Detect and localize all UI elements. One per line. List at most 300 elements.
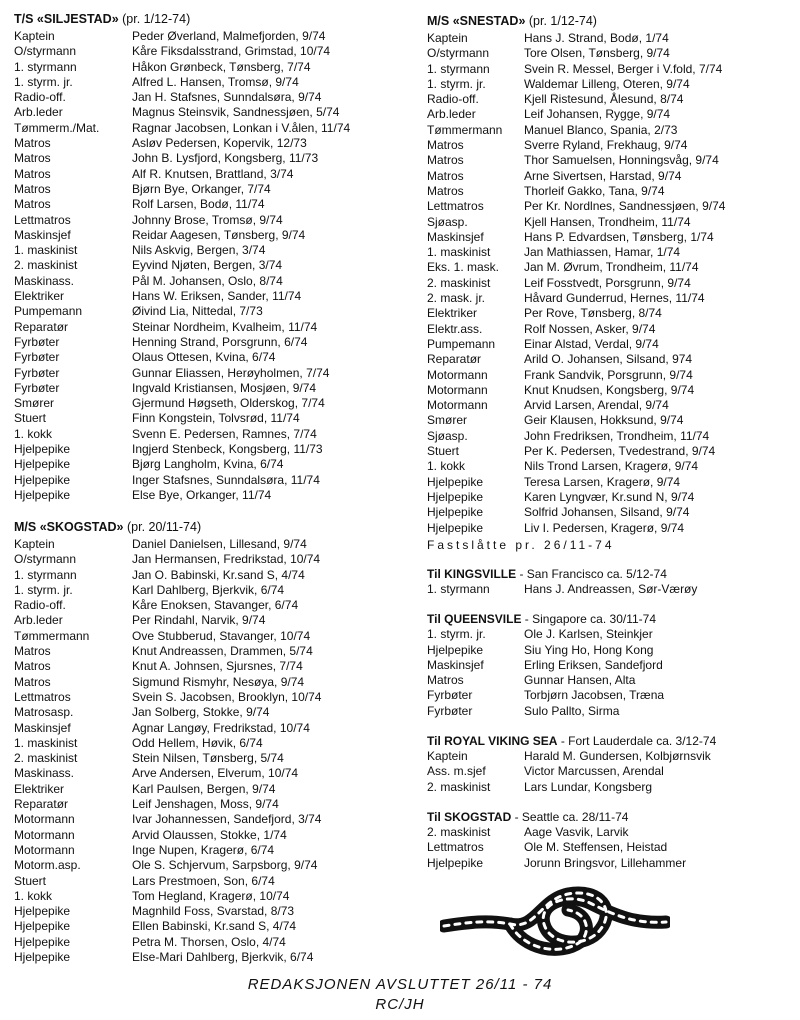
crew-role: Reparatør [14,319,69,334]
ship-title [427,14,793,29]
crew-row [14,427,404,442]
crew-row [14,613,404,628]
crew-name: Jan Hermansen, Fredrikstad, 10/74 [132,552,321,567]
crew-name: Ragnar Jacobsen, Lonkan i V.ålen, 11/74 [132,120,351,135]
crew-role: Maskinsjef [14,720,71,735]
crew-name: Jan H. Stafsnes, Sunndalsøra, 9/74 [132,90,322,105]
crew-name: Solfrid Johansen, Silsand, 9/74 [524,505,690,520]
crew-role: Tømmermann [427,122,503,137]
crew-name: Stein Nilsen, Tønsberg, 5/74 [132,751,284,766]
crew-role: Hjelpepike [427,489,484,504]
crew-name: Eyvind Njøten, Bergen, 3/74 [132,258,283,273]
crew-name: Knut Knudsen, Kongsberg, 9/74 [524,382,695,397]
crew-role: Arb.leder [427,107,476,122]
crew-role: 1. kokk [14,888,53,903]
crew-role: Hjelpepike [14,950,71,965]
crew-role: 2. maskinist [427,275,491,290]
crew-role: Motormann [427,398,488,413]
crew-role: Matros [14,197,51,212]
crew-row [427,291,793,306]
crew-role: Elektriker [14,781,65,796]
crew-role: 1. styrm. jr. [427,627,486,642]
crew-role: Fyrbøter [14,334,60,349]
crew-row [427,107,793,122]
crew-row [14,29,404,44]
crew-role: Elektr.ass. [427,321,483,336]
crew-name: Svein R. Messel, Berger i V.fold, 7/74 [524,61,723,76]
crew-row [14,919,404,934]
crew-row [427,352,793,367]
crew-name: Hans J. Andreassen, Sør-Værøy [524,582,698,596]
crew-list [14,537,404,965]
crew-role: Lettmatros [14,212,71,227]
crew-name: Inge Nupen, Kragerø, 6/74 [132,842,275,857]
crew-name: Pål M. Johansen, Oslo, 8/74 [132,273,283,288]
crew-row [427,856,793,871]
crew-row [14,411,404,426]
crew-row [14,828,404,843]
crew-role: 1. styrmann [427,582,490,596]
crew-role: 1. kokk [427,459,466,474]
crew-name: Else Bye, Orkanger, 11/74 [132,487,272,502]
crew-name: Per K. Pedersen, Tvedestrand, 9/74 [524,444,716,459]
crew-row [427,138,793,153]
destination-ship: Til ROYAL VIKING SEA [427,734,558,749]
crew-name: Ole J. Karlsen, Steinkjer [524,627,653,642]
crew-name: Waldemar Lilleng, Oteren, 9/74 [524,76,690,91]
crew-row [427,840,793,855]
crew-row [427,780,793,795]
crew-name: Ellen Babinski, Kr.sand S, 4/74 [132,919,297,934]
crew-row [427,764,793,779]
crew-row [14,228,404,243]
crew-row [427,505,793,520]
crew-row [427,413,793,428]
crew-name: Tore Olsen, Tønsberg, 9/74 [524,46,670,61]
crew-role: 1. styrmann [427,61,490,76]
crew-name: Alf R. Knutsen, Brattland, 3/74 [132,166,294,181]
crew-row [427,521,793,536]
crew-row [14,690,404,705]
crew-role: Pumpemann [427,336,496,351]
destination-info: - San Francisco ca. 5/12-74 [516,567,667,581]
crew-row [14,304,404,319]
crew-row [427,276,793,291]
crew-row [427,825,793,840]
crew-row [427,169,793,184]
crew-role: Matros [14,136,51,151]
crew-name: Jan Solberg, Stokke, 9/74 [132,705,270,720]
crew-role: 1. maskinist [427,245,491,260]
crew-role: O/styrmann [14,552,77,567]
crew-role: Smører [14,396,54,411]
crew-role: Fyrbøter [14,380,60,395]
crew-row [427,368,793,383]
crew-row [427,260,793,275]
ship-name: M/S «SNESTAD» [427,14,526,28]
crew-row [14,381,404,396]
crew-row [14,797,404,812]
crew-row [14,568,404,583]
crew-row [14,583,404,598]
crew-role: Hjelpepike [427,855,484,870]
crew-name: Magnus Steinsvik, Sandnessjøen, 5/74 [132,105,340,120]
crew-role: Radio-off. [427,92,479,107]
crew-row [14,659,404,674]
crew-name: Teresa Larsen, Kragerø, 9/74 [524,474,681,489]
crew-name: Arne Sivertsen, Harstad, 9/74 [524,168,682,183]
crew-role: Kaptein [427,31,468,45]
crew-role: Reparatør [427,352,482,367]
crew-name: Rolf Larsen, Bodø, 11/74 [132,197,265,212]
ship-date-note: (pr. 1/12-74) [118,12,191,26]
crew-role: Motormann [14,827,75,842]
crew-name: Henning Strand, Porsgrunn, 6/74 [132,334,308,349]
crew-role: O/styrmann [14,44,77,59]
crew-row [427,306,793,321]
crew-name: Leif Jenshagen, Moss, 9/74 [132,797,279,812]
crew-row [427,199,793,214]
crew-row [14,457,404,472]
crew-role: Maskinass. [14,766,75,781]
crew-row [427,429,793,444]
crew-role: Hjelpepike [427,474,484,489]
crew-name: Bjørg Langholm, Kvina, 6/74 [132,457,284,472]
destination-title [427,809,793,825]
crew-row [427,77,793,92]
ship-name: M/S «SKOGSTAD» [14,520,124,534]
crew-row [14,182,404,197]
crew-role: Tømmerm./Mat. [14,120,100,135]
crew-row [14,121,404,136]
crew-row [14,782,404,797]
crew-name: John Fredriksen, Trondheim, 11/74 [524,428,710,443]
crew-name: Ivar Johannessen, Sandefjord, 3/74 [132,812,322,827]
destination-info: - Singapore ca. 30/11-74 [521,612,656,627]
crew-role: Lettmatros [14,689,71,704]
crew-role: Hjelpepike [14,919,71,934]
crew-row [14,629,404,644]
crew-role: Radio-off. [14,598,66,613]
crew-row [14,320,404,335]
crew-role: Fyrbøter [14,350,60,365]
crew-name: Per Rindahl, Narvik, 9/74 [132,613,266,628]
crew-role: Kaptein [14,29,55,43]
crew-row [14,889,404,904]
destination-title [427,611,793,627]
crew-name: Karen Lyngvær, Kr.sund N, 9/74 [524,489,695,504]
crew-role: Matros [14,151,51,166]
crew-name: Steinar Nordheim, Kvalheim, 11/74 [132,319,318,334]
destination-title [427,733,793,749]
crew-name: Ingjerd Stenbeck, Kongsberg, 11/73 [132,442,323,457]
crew-name: Rolf Nossen, Asker, 9/74 [524,321,656,336]
crew-name: Johnny Brose, Tromsø, 9/74 [132,212,283,227]
crew-row [14,473,404,488]
crew-row [14,935,404,950]
crew-name: Frank Sandvik, Porsgrunn, 9/74 [524,367,693,382]
crew-row [427,704,793,719]
crew-row [427,322,793,337]
crew-row [14,366,404,381]
crew-role: Hjelpepike [14,457,71,472]
destination-ship: Til SKOGSTAD [427,809,512,824]
ship-section-skogstad [14,520,404,965]
crew-role: 2. maskinist [14,751,78,766]
crew-role: Hjelpepike [14,472,71,487]
crew-name: Leif Johansen, Rygge, 9/74 [524,107,671,122]
crew-row [14,858,404,873]
crew-role: Matros [14,659,51,674]
crew-role: Arb.leder [14,105,63,120]
crew-row [427,688,793,703]
crew-name: Øivind Lia, Nittedal, 7/73 [132,304,263,319]
crew-name: John B. Lysfjord, Kongsberg, 11/73 [132,151,319,166]
crew-name: Per Rove, Tønsberg, 8/74 [524,306,662,321]
crew-name: Odd Hellem, Høvik, 6/74 [132,735,263,750]
crew-name: Jorunn Bringsvor, Lillehammer [524,855,687,870]
crew-row [14,396,404,411]
crew-name: Nils Askvig, Bergen, 3/74 [132,243,266,258]
crew-row [427,475,793,490]
crew-row [427,658,793,673]
crew-role: Matros [14,166,51,181]
crew-row [427,383,793,398]
crew-role: Matros [14,674,51,689]
destination-info: - Fort Lauderdale ca. 3/12-74 [557,734,717,749]
crew-name: Tom Hegland, Kragerø, 10/74 [132,888,290,903]
crew-role: Arb.leder [14,613,63,628]
destination-block [427,566,793,597]
crew-role: Kaptein [427,749,468,764]
crew-name: Lars Lundar, Kongsberg [524,779,653,794]
crew-list [427,31,793,536]
crew-role: 1. styrm. jr. [14,74,73,89]
crew-row [14,105,404,120]
crew-role: Maskinass. [14,273,75,288]
crew-name: Karl Paulsen, Bergen, 9/74 [132,781,276,796]
crew-name: Hans P. Edvardsen, Tønsberg, 1/74 [524,229,714,244]
crew-row [14,904,404,919]
crew-role: 1. styrm. jr. [14,582,73,597]
crew-name: Aage Vasvik, Larvik [524,824,629,839]
crew-role: Hjelpepike [14,934,71,949]
crew-row [14,874,404,889]
crew-name: Sverre Ryland, Frekhaug, 9/74 [524,138,688,153]
crew-role: Motorm.asp. [14,858,81,873]
ship-section-siljestad [14,12,404,503]
fastslatte-section [427,538,793,871]
crew-name: Ingvald Kristiansen, Mosjøen, 9/74 [132,380,317,395]
crew-name: Per Kr. Nordlnes, Sandnessjøen, 9/74 [524,199,726,214]
crew-role: Stuert [14,873,47,888]
reef-knot-icon [440,880,670,960]
crew-name: Gunnar Hansen, Alta [524,673,636,688]
crew-row [14,289,404,304]
destination-list [427,566,793,871]
crew-row [427,245,793,260]
crew-row [14,274,404,289]
crew-name: Leif Fosstvedt, Porsgrunn, 9/74 [524,275,691,290]
crew-row [14,213,404,228]
crew-role: Maskinsjef [427,229,484,244]
crew-name: Kåre Enoksen, Stavanger, 6/74 [132,598,299,613]
crew-role: Matros [14,181,51,196]
crew-name: Asløv Pedersen, Kopervik, 12/73 [132,136,307,151]
crew-name: Kjell Hansen, Trondheim, 11/74 [524,214,691,229]
crew-role: 1. styrmann [14,59,77,74]
crew-name: Daniel Danielsen, Lillesand, 9/74 [132,537,307,551]
destination-title [427,566,793,582]
crew-name: Inger Stafsnes, Sunndalsøra, 11/74 [132,472,320,487]
crew-row [14,75,404,90]
crew-row [427,582,793,597]
crew-role: Hjelpepike [427,520,484,535]
crew-role: Stuert [14,411,47,426]
crew-row [427,627,793,642]
crew-row [14,258,404,273]
crew-role: 2. maskinist [427,824,491,839]
crew-role: Hjelpepike [427,642,484,657]
crew-role: Hjelpepike [14,487,71,502]
crew-name: Jan O. Babinski, Kr.sand S, 4/74 [132,567,305,582]
crew-name: Manuel Blanco, Spania, 2/73 [524,122,678,137]
crew-name: Sigmund Rismyhr, Nesøya, 9/74 [132,674,305,689]
crew-role: 1. maskinist [14,243,78,258]
crew-name: Ole M. Steffensen, Heistad [524,840,668,855]
crew-name: Agnar Langøy, Fredrikstad, 10/74 [132,720,310,735]
crew-row [14,243,404,258]
crew-role: Hjelpepike [427,505,484,520]
crew-name: Svenn E. Pedersen, Ramnes, 7/74 [132,426,317,441]
crew-name: Jan M. Øvrum, Trondheim, 11/74 [524,260,699,275]
crew-role: Motormann [14,842,75,857]
crew-name: Victor Marcussen, Arendal [524,764,664,779]
crew-row [14,442,404,457]
crew-name: Petra M. Thorsen, Oslo, 4/74 [132,934,286,949]
crew-role: Motormann [427,382,488,397]
crew-name: Sulo Pallto, Sirma [524,703,620,718]
crew-role: 1. styrmann [14,567,77,582]
crew-row [14,751,404,766]
crew-row [14,721,404,736]
crew-role: 1. maskinist [14,735,78,750]
crew-row [427,153,793,168]
crew-name: Karl Dahlberg, Bjerkvik, 6/74 [132,582,285,597]
crew-role: 2. mask. jr. [427,291,486,306]
crew-row [427,398,793,413]
crew-name: Arve Andersen, Elverum, 10/74 [132,766,299,781]
crew-row [14,151,404,166]
crew-row [427,643,793,658]
crew-role: Sjøasp. [427,214,468,229]
crew-role: Maskinsjef [427,657,484,672]
crew-role: Sjøasp. [427,428,468,443]
crew-role: Matros [14,644,51,659]
crew-list [14,29,404,503]
crew-name: Håkon Grønbeck, Tønsberg, 7/74 [132,59,311,74]
crew-role: Hjelpepike [14,904,71,919]
crew-role: Lettmatros [427,199,484,214]
crew-role: Motormann [14,812,75,827]
crew-name: Gjermund Høgseth, Olderskog, 7/74 [132,396,325,411]
crew-row [427,673,793,688]
crew-row [14,90,404,105]
crew-row [14,843,404,858]
crew-row [427,749,793,764]
crew-role: Fyrbøter [14,365,60,380]
crew-row [14,167,404,182]
crew-role: 2. maskinist [427,779,491,794]
crew-name: Hans J. Strand, Bodø, 1/74 [524,31,669,45]
crew-name: Arvid Olaussen, Stokke, 1/74 [132,827,287,842]
crew-row [427,184,793,199]
crew-name: Arild O. Johansen, Silsand, 974 [524,352,693,367]
crew-name: Liv I. Pedersen, Kragerø, 9/74 [524,520,685,535]
crew-name: Kåre Fiksdalsstrand, Grimstad, 10/74 [132,44,331,59]
crew-role: 2. maskinist [14,258,78,273]
crew-name: Knut A. Johnsen, Sjursnes, 7/74 [132,659,303,674]
crew-role: Maskinsjef [14,227,71,242]
ship-title [14,12,404,27]
crew-row [427,123,793,138]
ship-date-note: (pr. 1/12-74) [525,14,597,28]
crew-name: Gunnar Eliassen, Herøyholmen, 7/74 [132,365,330,380]
crew-name: Siu Ying Ho, Hong Kong [524,642,654,657]
crew-row [427,62,793,77]
crew-role: O/styrmann [427,46,490,61]
crew-row [14,197,404,212]
crew-role: Pumpemann [14,304,83,319]
destination-ship: Til QUEENSVILE [427,612,522,627]
crew-role: Ass. m.sjef [427,764,486,779]
footer-closing-line: REDAKSJONEN AVSLUTTET 26/11 - 74 [247,976,553,993]
destination-block [427,809,793,871]
ship-name: T/S «SILJESTAD» [14,12,119,26]
crew-name: Kjell Ristesund, Ålesund, 8/74 [524,92,684,107]
destination-block [427,733,793,795]
crew-role: Elektriker [427,306,478,321]
crew-row [14,736,404,751]
crew-name: Håvard Gunderrud, Hernes, 11/74 [524,291,705,306]
ship-date-note: (pr. 20/11-74) [123,520,202,534]
crew-name: Finn Kongstein, Tolvsrød, 11/74 [132,411,300,426]
crew-row [14,766,404,781]
crew-role: Reparatør [14,797,69,812]
crew-name: Olaus Ottesen, Kvina, 6/74 [132,350,276,365]
crew-row [427,459,793,474]
crew-row [14,350,404,365]
crew-row [14,60,404,75]
crew-row [14,598,404,613]
crew-name: Ole S. Schjervum, Sarpsborg, 9/74 [132,858,318,873]
crew-row [427,46,793,61]
crew-name: Alfred L. Hansen, Tromsø, 9/74 [132,74,299,89]
destination-ship: Til KINGSVILLE [427,567,517,581]
crew-name: Torbjørn Jacobsen, Træna [524,688,665,703]
crew-name: Ove Stubberud, Stavanger, 10/74 [132,628,311,643]
crew-name: Reidar Aagesen, Tønsberg, 9/74 [132,227,306,242]
destination-info: - Seattle ca. 28/11-74 [511,809,629,824]
crew-role: Hjelpepike [14,442,71,457]
crew-role: Motormann [427,367,488,382]
crew-name: Lars Prestmoen, Son, 6/74 [132,873,275,888]
crew-row [427,92,793,107]
crew-role: Matros [427,153,464,168]
crew-name: Harald M. Gundersen, Kolbjørnsvik [524,749,711,764]
crew-name: Erling Eriksen, Sandefjord [524,657,663,672]
ship-section-snestad [427,14,793,536]
